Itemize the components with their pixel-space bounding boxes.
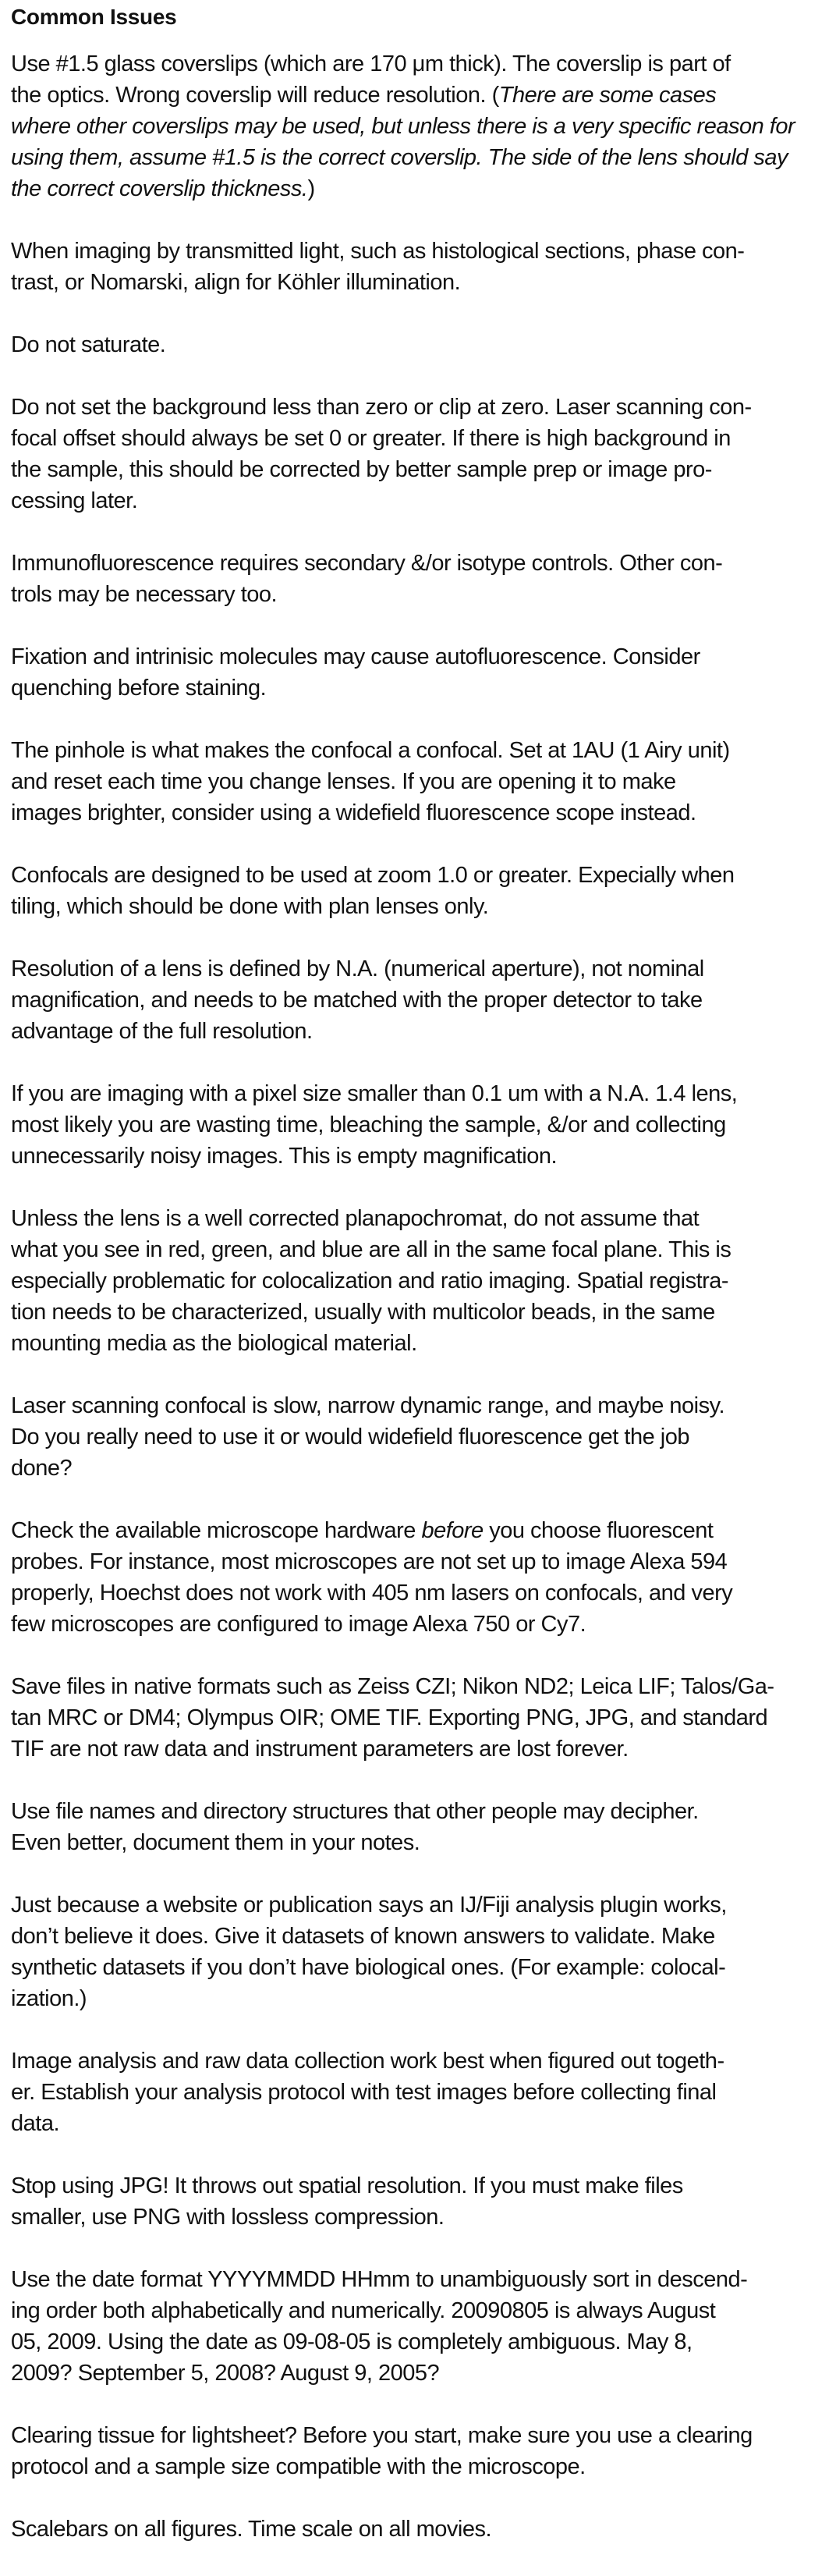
text-run: Resolution of a lens is defined by N.A. (numerical aperture), not nominal	[11, 956, 704, 981]
text-run: the optics. Wrong coverslip will reduce resolution. (	[11, 83, 499, 108]
paragraph	[11, 1078, 830, 1172]
text-run: Immunofluorescence requires secondary &/or isotype controls. Other con-	[11, 551, 723, 576]
text-line	[11, 1390, 830, 1421]
text-line	[11, 735, 830, 766]
text-run: tion needs to be characterized, usually with multicolor beads, in the same	[11, 1300, 715, 1325]
text-line	[11, 1952, 830, 1983]
text-run: synthetic datasets if you don’t have biological ones. (For example: colocal-	[11, 1955, 726, 1980]
text-line	[11, 485, 830, 516]
text-line	[11, 1921, 830, 1952]
document-page	[11, 0, 830, 2576]
text-run: 05, 2009. Using the date as 09-08-05 is completely ambiguous. May 8,	[11, 2329, 693, 2354]
paragraph	[11, 2046, 830, 2139]
text-run: trast, or Nomarski, align for Köhler illumination.	[11, 270, 461, 295]
text-run: properly, Hoechst does not work with 405 nm lasers on confocals, and very	[11, 1581, 733, 1606]
text-line	[11, 2358, 830, 2389]
text-line	[11, 766, 830, 797]
text-run: Do you really need to use it or would widefield fluorescence get the job	[11, 1425, 689, 1449]
text-run: especially problematic for colocalization and ratio imaging. Spatial registra-	[11, 1268, 729, 1293]
text-line	[11, 891, 830, 922]
paragraph	[11, 2170, 830, 2233]
text-run: TIF are not raw data and instrument parameters are lost forever.	[11, 1737, 629, 1762]
text-run: Unless the lens is a well corrected planapochromat, do not assume that	[11, 1206, 700, 1231]
text-run: ization.)	[11, 1986, 87, 2011]
italic-text-run: where other coverslips may be used, but unless there is a very specific reason for	[11, 114, 795, 139]
text-line	[11, 329, 830, 360]
text-run: cessing later.	[11, 488, 138, 513]
paragraph	[11, 1515, 830, 1640]
text-line	[11, 985, 830, 1016]
text-run: tan MRC or DM4; Olympus OIR; OME TIF. Exporting PNG, JPG, and standard	[11, 1705, 768, 1730]
text-run: Do not saturate.	[11, 332, 166, 357]
text-run: focal offset should always be set 0 or greater. If there is high background in	[11, 426, 731, 451]
paragraph	[11, 735, 830, 829]
text-run: ing order both alphabetically and numerically. 20090805 is always August	[11, 2298, 716, 2323]
text-run: er. Establish your analysis protocol with test images before collecting final	[11, 2080, 717, 2105]
text-line	[11, 641, 830, 672]
text-line	[11, 2046, 830, 2077]
text-line	[11, 1421, 830, 1453]
italic-text-run: before	[421, 1518, 484, 1543]
paragraph	[11, 2420, 830, 2482]
paragraph	[11, 392, 830, 516]
text-line	[11, 454, 830, 485]
text-line	[11, 797, 830, 829]
page-title: Common Issues	[11, 5, 177, 29]
text-run: most likely you are wasting time, bleaching the sample, &/or and collecting	[11, 1112, 726, 1137]
text-run: Just because a website or publication says an IJ/Fiji analysis plugin works,	[11, 1893, 727, 1918]
text-line	[11, 1109, 830, 1141]
text-run: 2009? September 5, 2008? August 9, 2005?	[11, 2361, 440, 2386]
text-run: Even better, document them in your notes.	[11, 1830, 420, 1855]
paragraph	[11, 2514, 830, 2545]
italic-text-run: the correct coverslip thickness.	[11, 176, 308, 201]
text-run: magnification, and needs to be matched with the proper detector to take	[11, 988, 703, 1013]
text-line	[11, 1234, 830, 1265]
text-line	[11, 1983, 830, 2014]
text-line	[11, 392, 830, 423]
text-line	[11, 1702, 830, 1733]
text-line	[11, 423, 830, 454]
text-line	[11, 1141, 830, 1172]
text-run: Fixation and intrinisic molecules may cause autofluorescence. Consider	[11, 644, 700, 669]
text-line	[11, 142, 830, 173]
text-line	[11, 2451, 830, 2482]
text-run: Clearing tissue for lightsheet? Before you start, make sure you use a clearing	[11, 2423, 753, 2448]
text-line	[11, 1671, 830, 1702]
paragraph	[11, 329, 830, 360]
text-line	[11, 1796, 830, 1827]
text-line	[11, 2077, 830, 2108]
text-run: you choose fluorescent	[483, 1518, 714, 1543]
text-line	[11, 173, 830, 204]
text-run: When imaging by transmitted light, such as histological sections, phase con-	[11, 239, 745, 264]
text-line	[11, 111, 830, 142]
text-line	[11, 2514, 830, 2545]
text-run: trols may be necessary too.	[11, 582, 278, 607]
text-run: don’t believe it does. Give it datasets of known answers to validate. Make	[11, 1924, 715, 1949]
text-run: Save files in native formats such as Zeiss CZI; Nikon ND2; Leica LIF; Talos/Ga-	[11, 1674, 774, 1699]
text-run: Confocals are designed to be used at zoom 1.0 or greater. Expecially when	[11, 863, 735, 888]
paragraph	[11, 48, 830, 204]
text-line	[11, 579, 830, 610]
text-line	[11, 1265, 830, 1297]
paragraph	[11, 1889, 830, 2014]
text-line	[11, 672, 830, 704]
text-line	[11, 2326, 830, 2358]
text-run: smaller, use PNG with lossless compression.	[11, 2205, 445, 2230]
text-line	[11, 2295, 830, 2326]
paragraph	[11, 860, 830, 922]
paragraph	[11, 2264, 830, 2389]
paragraph	[11, 1671, 830, 1765]
text-line	[11, 1328, 830, 1359]
text-run: Image analysis and raw data collection work best when figured out togeth-	[11, 2049, 724, 2074]
paragraph	[11, 1390, 830, 1484]
text-line	[11, 1609, 830, 1640]
text-run: Use file names and directory structures that other people may decipher.	[11, 1799, 699, 1824]
text-run: few microscopes are configured to image Alexa 750 or Cy7.	[11, 1612, 586, 1637]
text-line	[11, 236, 830, 267]
text-run: images brighter, consider using a widefield fluorescence scope instead.	[11, 800, 696, 825]
document-body	[11, 48, 830, 2545]
text-run: Stop using JPG! It throws out spatial resolution. If you must make files	[11, 2173, 683, 2198]
text-run: advantage of the full resolution.	[11, 1019, 313, 1044]
text-run: Laser scanning confocal is slow, narrow dynamic range, and maybe noisy.	[11, 1393, 725, 1418]
text-line	[11, 1889, 830, 1921]
text-run: Use the date format YYYYMMDD HHmm to unambiguously sort in descend-	[11, 2267, 748, 2292]
text-line	[11, 2420, 830, 2451]
text-line	[11, 953, 830, 985]
text-line	[11, 48, 830, 80]
text-run: done?	[11, 1456, 73, 1481]
text-run: tiling, which should be done with plan lenses only.	[11, 894, 489, 919]
text-line	[11, 2170, 830, 2202]
text-run: )	[307, 176, 315, 201]
paragraph	[11, 548, 830, 610]
text-run: and reset each time you change lenses. If you are opening it to make	[11, 769, 676, 794]
text-run: mounting media as the biological material.	[11, 1331, 417, 1356]
text-line	[11, 548, 830, 579]
text-line	[11, 1577, 830, 1609]
italic-text-run: There are some cases	[498, 83, 717, 108]
text-line	[11, 1515, 830, 1546]
text-run: The pinhole is what makes the confocal a confocal. Set at 1AU (1 Airy unit)	[11, 738, 730, 763]
text-run: quenching before staining.	[11, 676, 267, 701]
text-run: unnecessarily noisy images. This is empty magnification.	[11, 1144, 558, 1169]
text-run: Scalebars on all figures. Time scale on all movies.	[11, 2517, 492, 2542]
text-run: probes. For instance, most microscopes are not set up to image Alexa 594	[11, 1549, 728, 1574]
paragraph	[11, 641, 830, 704]
text-line	[11, 1203, 830, 1234]
text-run: If you are imaging with a pixel size smaller than 0.1 um with a N.A. 1.4 lens,	[11, 1081, 738, 1106]
paragraph	[11, 953, 830, 1047]
text-line	[11, 860, 830, 891]
text-line	[11, 1546, 830, 1577]
text-line	[11, 1016, 830, 1047]
text-line	[11, 1453, 830, 1484]
text-line	[11, 1827, 830, 1858]
text-run: the sample, this should be corrected by better sample prep or image pro-	[11, 457, 712, 482]
text-run: Use #1.5 glass coverslips (which are 170 μm thick). The coverslip is part of	[11, 51, 731, 76]
text-line	[11, 2202, 830, 2233]
text-run: Do not set the background less than zero or clip at zero. Laser scanning con-	[11, 395, 752, 420]
text-line	[11, 2264, 830, 2295]
text-run: Check the available microscope hardware	[11, 1518, 422, 1543]
italic-text-run: using them, assume #1.5 is the correct coverslip. The side of the lens should say	[11, 145, 788, 170]
text-line	[11, 267, 830, 298]
paragraph	[11, 236, 830, 298]
text-run: protocol and a sample size compatible with the microscope.	[11, 2454, 586, 2479]
text-line	[11, 1078, 830, 1109]
paragraph	[11, 1796, 830, 1858]
paragraph	[11, 1203, 830, 1359]
text-line	[11, 80, 830, 111]
text-run: data.	[11, 2111, 59, 2136]
text-line	[11, 1733, 830, 1765]
text-line	[11, 2108, 830, 2139]
text-run: what you see in red, green, and blue are all in the same focal plane. This is	[11, 1237, 732, 1262]
text-line	[11, 1297, 830, 1328]
